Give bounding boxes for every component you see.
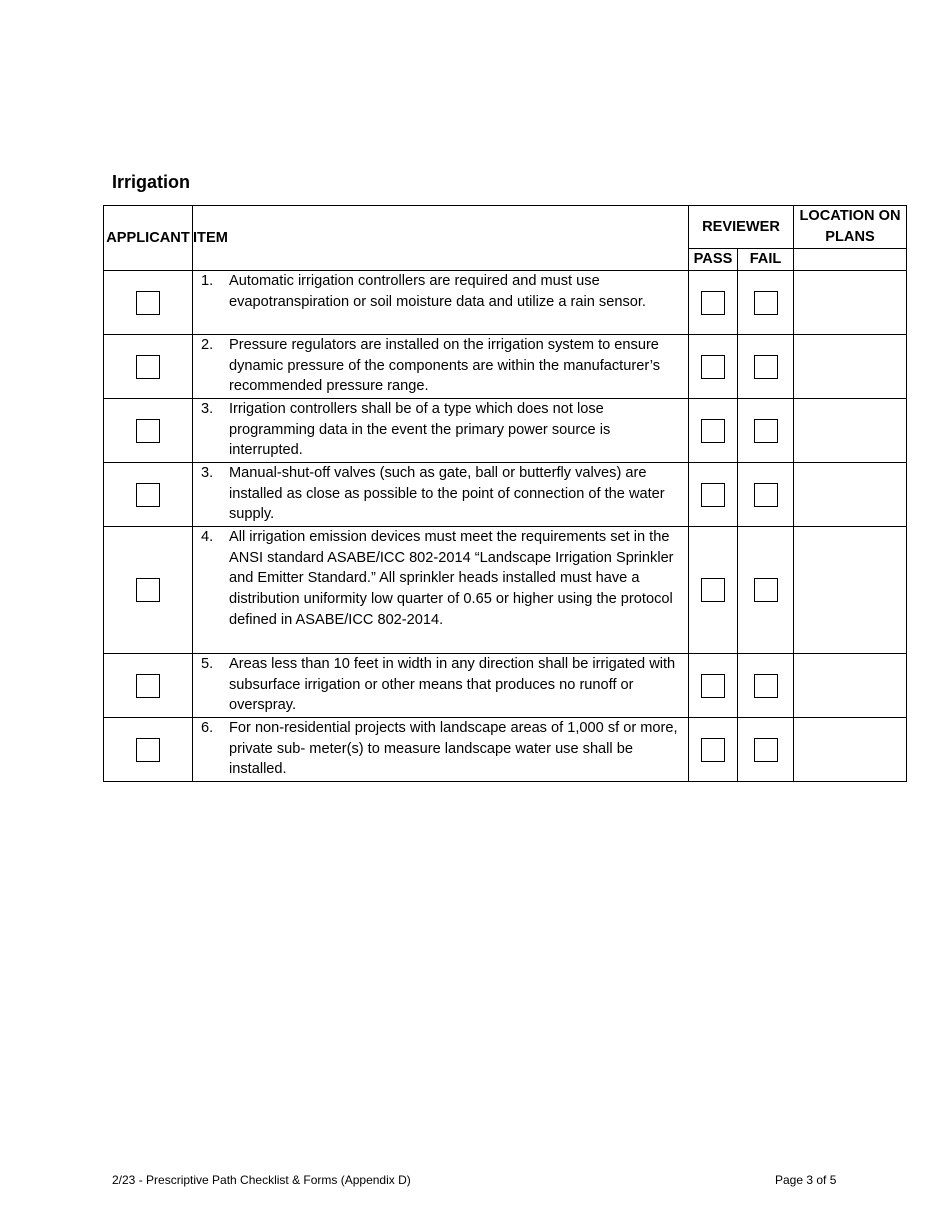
footer-document-title: 2/23 - Prescriptive Path Checklist & Forms (Appendix D) bbox=[112, 1173, 411, 1187]
pass-checkbox-7[interactable] bbox=[701, 738, 725, 762]
applicant-checkbox-3[interactable] bbox=[136, 419, 160, 443]
table-row bbox=[104, 271, 907, 335]
applicant-checkbox-1[interactable] bbox=[136, 291, 160, 315]
item-number: 6. bbox=[201, 720, 214, 736]
fail-checkbox-6[interactable] bbox=[754, 674, 778, 698]
header-item: ITEM bbox=[193, 206, 689, 271]
item-text: For non-residential projects with landscape areas of 1,000 sf or more, private sub- meter(s) to measure landscape water use shall be installed. bbox=[229, 720, 678, 778]
table-row bbox=[104, 399, 907, 463]
irrigation-checklist-table bbox=[103, 205, 907, 782]
table-row bbox=[104, 718, 907, 782]
pass-checkbox-3[interactable] bbox=[701, 419, 725, 443]
item-text: Irrigation controllers shall be of a type which does not lose programming data in the event the primary power source is interrupted. bbox=[229, 401, 611, 459]
fail-checkbox-7[interactable] bbox=[754, 738, 778, 762]
applicant-checkbox-4[interactable] bbox=[136, 483, 160, 507]
pass-checkbox-2[interactable] bbox=[701, 355, 725, 379]
location-cell-3[interactable] bbox=[794, 399, 907, 463]
table-row bbox=[104, 335, 907, 399]
item-number: 2. bbox=[201, 337, 214, 353]
header-pass: PASS bbox=[689, 249, 738, 271]
header-applicant: APPLICANT bbox=[104, 206, 193, 271]
location-cell-7[interactable] bbox=[794, 718, 907, 782]
applicant-checkbox-6[interactable] bbox=[136, 674, 160, 698]
applicant-checkbox-5[interactable] bbox=[136, 578, 160, 602]
item-text: All irrigation emission devices must meet the requirements set in the ANSI standard ASABE/ICC 802-2014 “Landscape Irrigation Sprinkler and Emitter Standard.” All sprinkler heads installed must have a distribution uniformity low quarter of 0.65 or higher using the protocol defined in ASABE/ICC 802-2014. bbox=[229, 529, 674, 628]
pass-checkbox-6[interactable] bbox=[701, 674, 725, 698]
item-number: 1. bbox=[201, 273, 214, 289]
location-cell-6[interactable] bbox=[794, 654, 907, 718]
table-row bbox=[104, 527, 907, 654]
header-location: LOCATION ON PLANS bbox=[794, 206, 907, 249]
location-cell-1[interactable] bbox=[794, 271, 907, 335]
header-fail: FAIL bbox=[738, 249, 794, 271]
fail-checkbox-4[interactable] bbox=[754, 483, 778, 507]
item-number: 4. bbox=[201, 529, 214, 545]
applicant-checkbox-7[interactable] bbox=[136, 738, 160, 762]
location-cell-4[interactable] bbox=[794, 463, 907, 527]
section-title: Irrigation bbox=[112, 172, 191, 192]
item-text: Automatic irrigation controllers are required and must use evapotranspiration or soil moisture data and utilize a rain sensor. bbox=[229, 273, 646, 310]
table-row bbox=[104, 463, 907, 527]
header-location-sub bbox=[794, 249, 907, 271]
table-row bbox=[104, 654, 907, 718]
item-number: 3. bbox=[201, 401, 214, 417]
pass-checkbox-1[interactable] bbox=[701, 291, 725, 315]
fail-checkbox-5[interactable] bbox=[754, 578, 778, 602]
item-text: Manual-shut-off valves (such as gate, ball or butterfly valves) are installed as close as possible to the point of connection of the water supply. bbox=[229, 465, 665, 523]
location-cell-2[interactable] bbox=[794, 335, 907, 399]
header-reviewer: REVIEWER bbox=[689, 206, 794, 249]
item-text: Areas less than 10 feet in width in any direction shall be irrigated with subsurface irrigation or other means that produces no runoff or overspray. bbox=[229, 656, 676, 714]
fail-checkbox-2[interactable] bbox=[754, 355, 778, 379]
item-number: 5. bbox=[201, 656, 214, 672]
footer-page-number: Page 3 of 5 bbox=[775, 1173, 837, 1187]
pass-checkbox-4[interactable] bbox=[701, 483, 725, 507]
fail-checkbox-1[interactable] bbox=[754, 291, 778, 315]
pass-checkbox-5[interactable] bbox=[701, 578, 725, 602]
applicant-checkbox-2[interactable] bbox=[136, 355, 160, 379]
fail-checkbox-3[interactable] bbox=[754, 419, 778, 443]
item-text: Pressure regulators are installed on the irrigation system to ensure dynamic pressure of the components are within the manufacturer’s recommended pressure range. bbox=[229, 337, 661, 395]
location-cell-5[interactable] bbox=[794, 527, 907, 654]
item-number: 3. bbox=[201, 465, 214, 481]
